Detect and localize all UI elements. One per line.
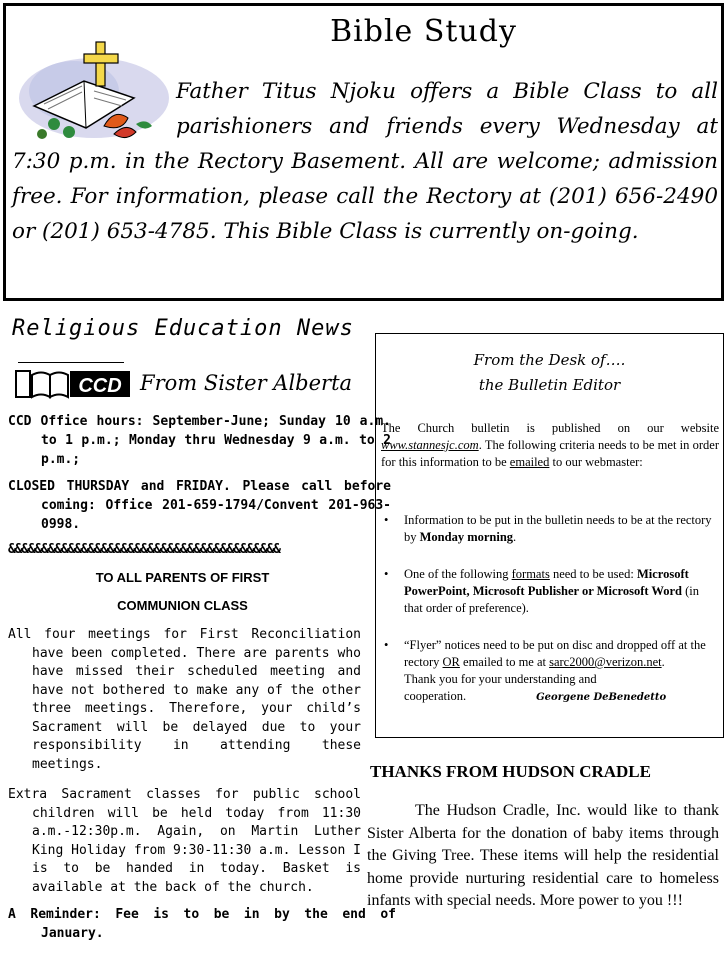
criterion-text: Information to be put in the bulletin needs to be at the rectory by	[404, 513, 712, 544]
software-list: Microsoft PowerPoint, Microsoft Publisher or Microsoft Word	[404, 567, 689, 598]
email-link[interactable]: sarc2000@verizon.net	[549, 655, 662, 669]
first-reconciliation-paragraph: All four meetings for First Reconciliation have been completed. There are parents who have missed their scheduled meeting and have not bothered to make any of the other three meetings. Therefore, your child’s Sacrament will be delayed due to your responsibility in attending these meetings.	[8, 627, 361, 772]
ccd-closed-notice: CLOSED THURSDAY and FRIDAY. Please call before coming: Office 201-659-1794/Convent 201-963-0998.	[8, 479, 391, 532]
emailed-text: emailed	[509, 455, 550, 469]
criterion-text: need to be used:	[549, 567, 637, 581]
bible-study-text-container	[12, 74, 718, 249]
extra-sacrament-paragraph: Extra Sacrament classes for public school children will be held today from 11:30 a.m.-12:30p.m. Again, on Martin Luther King Holiday from 9:30-11:30 a.m. Lesson I is to be handed in today. Basket is available at the back of the church.	[8, 787, 361, 895]
parents-heading-line2: COMMUNION CLASS	[117, 598, 248, 613]
ampersand-separator: &&&&&&&&&&&&&&&&&&&&&&&&&&&&&&&&&&&&&&&&&	[8, 542, 280, 557]
bulletin-criterion-2	[381, 566, 716, 617]
editor-heading-line1: From the Desk of….	[473, 351, 626, 369]
hudson-cradle-title: THANKS FROM HUDSON CRADLE	[370, 762, 651, 781]
thank-you-text: Thank you for your understanding and cooperation.	[404, 672, 597, 703]
ccd-logo-text: CCD	[78, 375, 122, 397]
bullet-icon: •	[384, 567, 389, 581]
criterion-text: “Flyer” notices need to be put on disc and dropped off at the rectory	[404, 638, 706, 669]
criterion-text: emailed to me at	[459, 655, 550, 669]
criterion-text: .	[513, 530, 517, 544]
bible-study-title: Bible Study	[330, 14, 517, 49]
editor-heading	[376, 348, 723, 398]
bullet-icon: •	[384, 638, 389, 652]
editor-intro	[381, 420, 719, 471]
editor-heading-line2: the Bulletin Editor	[478, 376, 621, 394]
criterion-text: (in that order of preference).	[404, 584, 699, 615]
editor-intro-text: The Church bulletin is published on our website	[381, 421, 719, 435]
parents-heading-line1: TO ALL PARENTS OF FIRST	[95, 570, 270, 585]
bible-study-box	[3, 3, 724, 301]
criterion-text: One of the following	[404, 567, 512, 581]
editor-intro-text: to our webmaster:	[549, 455, 643, 469]
editor-intro-text: . The following criteria needs to be met in order for this information to be	[381, 438, 719, 469]
or-text: OR	[442, 655, 460, 669]
website-link[interactable]: www.stannesjc.com	[381, 438, 479, 452]
fee-reminder: A Reminder: Fee is to be in by the end of January.	[8, 907, 396, 941]
bible-study-text: Father Titus Njoku offers a Bible Class to all parishioners and friends every Wednesday at 7:30 p.m. in the Rectory Basement. All are welcome; admission free. For information, please call the Rectory at (201) 656-2490 or (201) 653-4785. This Bible Class is currently on-going.	[12, 79, 718, 244]
bulletin-criterion-3	[381, 637, 716, 706]
from-sister-alberta: From Sister Alberta	[140, 371, 353, 395]
religious-education-title: Religious Education News	[12, 316, 354, 341]
bulletin-editor-box	[375, 333, 724, 738]
divider	[18, 362, 124, 363]
editor-signature: Georgene DeBenedetto	[536, 692, 667, 703]
criterion-text-bold: Monday morning	[419, 530, 514, 544]
hudson-cradle-text: The Hudson Cradle, Inc. would like to thank Sister Alberta for the donation of baby items through the Giving Tree. These items will help the residential home provide nurturing residential care to homeless infants with special needs. More power to you !!!	[367, 802, 719, 909]
bulletin-criterion-1	[381, 512, 716, 546]
bullet-icon: •	[384, 513, 389, 527]
ccd-office-hours: CCD Office hours: September-June; Sunday 10 a.m. to 1 p.m.; Monday thru Wednesday 9 a.m. to 2 p.m.;	[8, 414, 391, 467]
ccd-logo	[14, 367, 134, 401]
criterion-text: .	[661, 655, 665, 669]
formats-text: formats	[511, 567, 550, 581]
